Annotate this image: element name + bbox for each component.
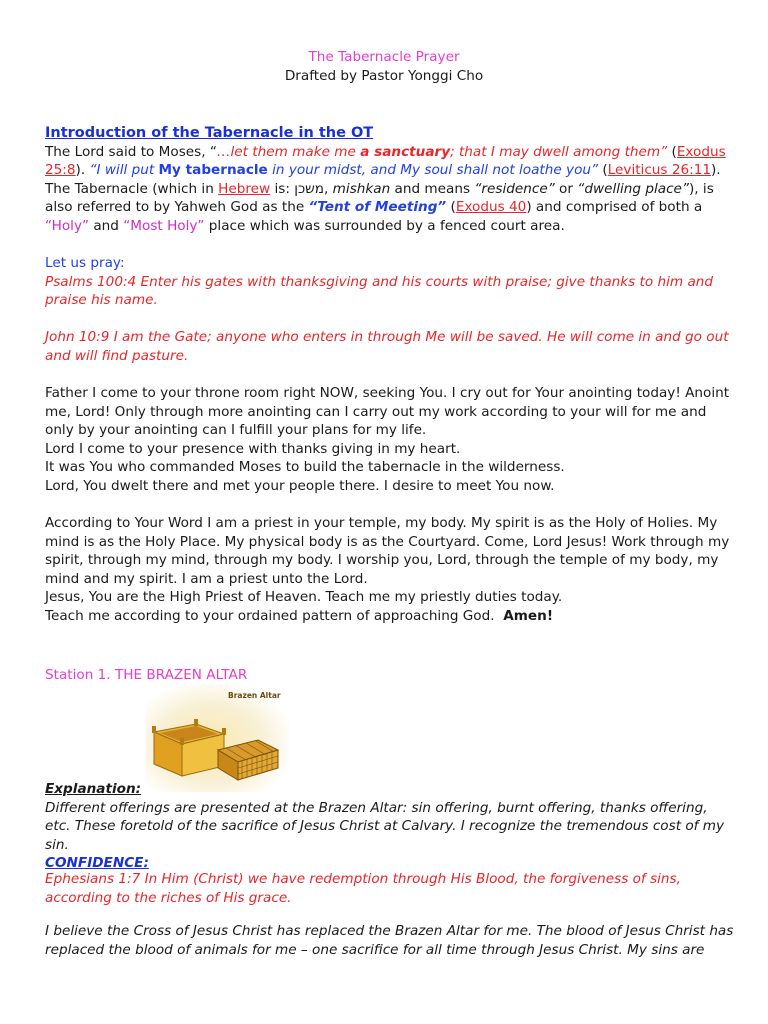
priest-paragraph: According to Your Word I am a priest in your temple, my body. My spirit is as the Holy of Holies. My mind is as the Holy Place. My physical body is as the Courtyard. Come, Lord Jesus! Work through my spirit, through my mind, through my body. I worship you, Lord, through the temple of my body, my mind and my spirit. I am a priest unto the Lord. <box>45 515 730 587</box>
prayer-line: It was You who commanded Moses to build the tabernacle in the wilderness. <box>45 459 565 476</box>
explanation-section <box>45 780 735 873</box>
exodus-40-link[interactable]: Exodus 40 <box>455 199 527 216</box>
high-priest-line: Jesus, You are the High Priest of Heaven. Teach me my priestly duties today. <box>45 589 563 606</box>
prayer-line: Lord, You dwelt there and met your people there. I desire to meet You now. <box>45 477 555 494</box>
prayer-block-2 <box>45 514 735 626</box>
explanation-text: Different offerings are presented at the Brazen Altar: sin offering, burnt offering, thanks offering, etc. These foretold of the sacrifice of Jesus Christ at Calvary. I recognize the tremendous cost of my sin. <box>45 799 725 853</box>
figure-label: Brazen Altar <box>228 691 281 700</box>
brazen-altar-image <box>146 684 289 792</box>
let-us-pray-label: Let us pray: <box>45 255 125 271</box>
station-1-heading: Station 1. THE BRAZEN ALTAR <box>45 667 248 683</box>
page-title: The Tabernacle Prayer <box>308 49 460 65</box>
intro-paragraph-2: The Tabernacle (which in Hebrew is: משכן, mishkan and means “residence” or “dwelling place”), is also referred to by Yahweh God as the “Tent of Meeting” (Exodus 40) and comprised of both a “Holy” and “Most Holy” place which was surrounded by a fenced court area. <box>45 180 714 234</box>
hebrew-link[interactable]: Hebrew <box>218 180 271 197</box>
intro-paragraph-1: The Lord said to Moses, “…let them make me a sanctuary; that I may dwell among them” (Exodus 25:8). “I will put My tabernacle in your midst, and My soul shall not loathe you” (Leviticus 26:11). <box>45 143 726 179</box>
let-us-pray-section <box>45 254 735 366</box>
explanation-heading: Explanation: <box>45 781 142 797</box>
prayer-block-1 <box>45 384 735 496</box>
john-verse: John 10:9 I am the Gate; anyone who enters in through Me will be saved. He will come in and go out and will find pasture. <box>45 329 729 364</box>
pattern-line: Teach me according to your ordained pattern of approaching God. Amen! <box>45 607 554 624</box>
intro-section <box>45 124 735 236</box>
page-subtitle: Drafted by Pastor Yonggi Cho <box>284 68 484 84</box>
amen-text: Amen! <box>503 607 554 624</box>
prayer-line: Father I come to your throne room right NOW, seeking You. I cry out for Your anointing today! Anoint me, Lord! Only through more anointing can I carry out my work according to your will for me and only by your anointing can I fulfill your plans for my life. <box>45 385 730 439</box>
prayer-line: Lord I come to your presence with thanks giving in my heart. <box>45 440 461 457</box>
confidence-heading: CONFIDENCE: <box>45 855 149 872</box>
exodus-25-8-link[interactable]: Exodus 25:8 <box>45 143 726 179</box>
intro-heading[interactable]: Introduction of the Tabernacle in the OT <box>45 125 374 141</box>
belief-paragraph: I believe the Cross of Jesus Christ has replaced the Brazen Altar for me. The blood of Jesus Christ has replaced the blood of animals for me – one sacrifice for all time through Jesus Christ. My sins are <box>45 923 734 958</box>
ephesians-verse: Ephesians 1:7 In Him (Christ) we have redemption through His Blood, the forgiveness of sins, according to the riches of His grace. <box>45 871 681 906</box>
brazen-altar-illustration <box>146 684 289 792</box>
psalm-verse: Psalms 100:4 Enter his gates with thanksgiving and his courts with praise; give thanks to him and praise his name. <box>45 273 714 309</box>
leviticus-26-11-link[interactable]: Leviticus 26:11 <box>607 162 711 179</box>
